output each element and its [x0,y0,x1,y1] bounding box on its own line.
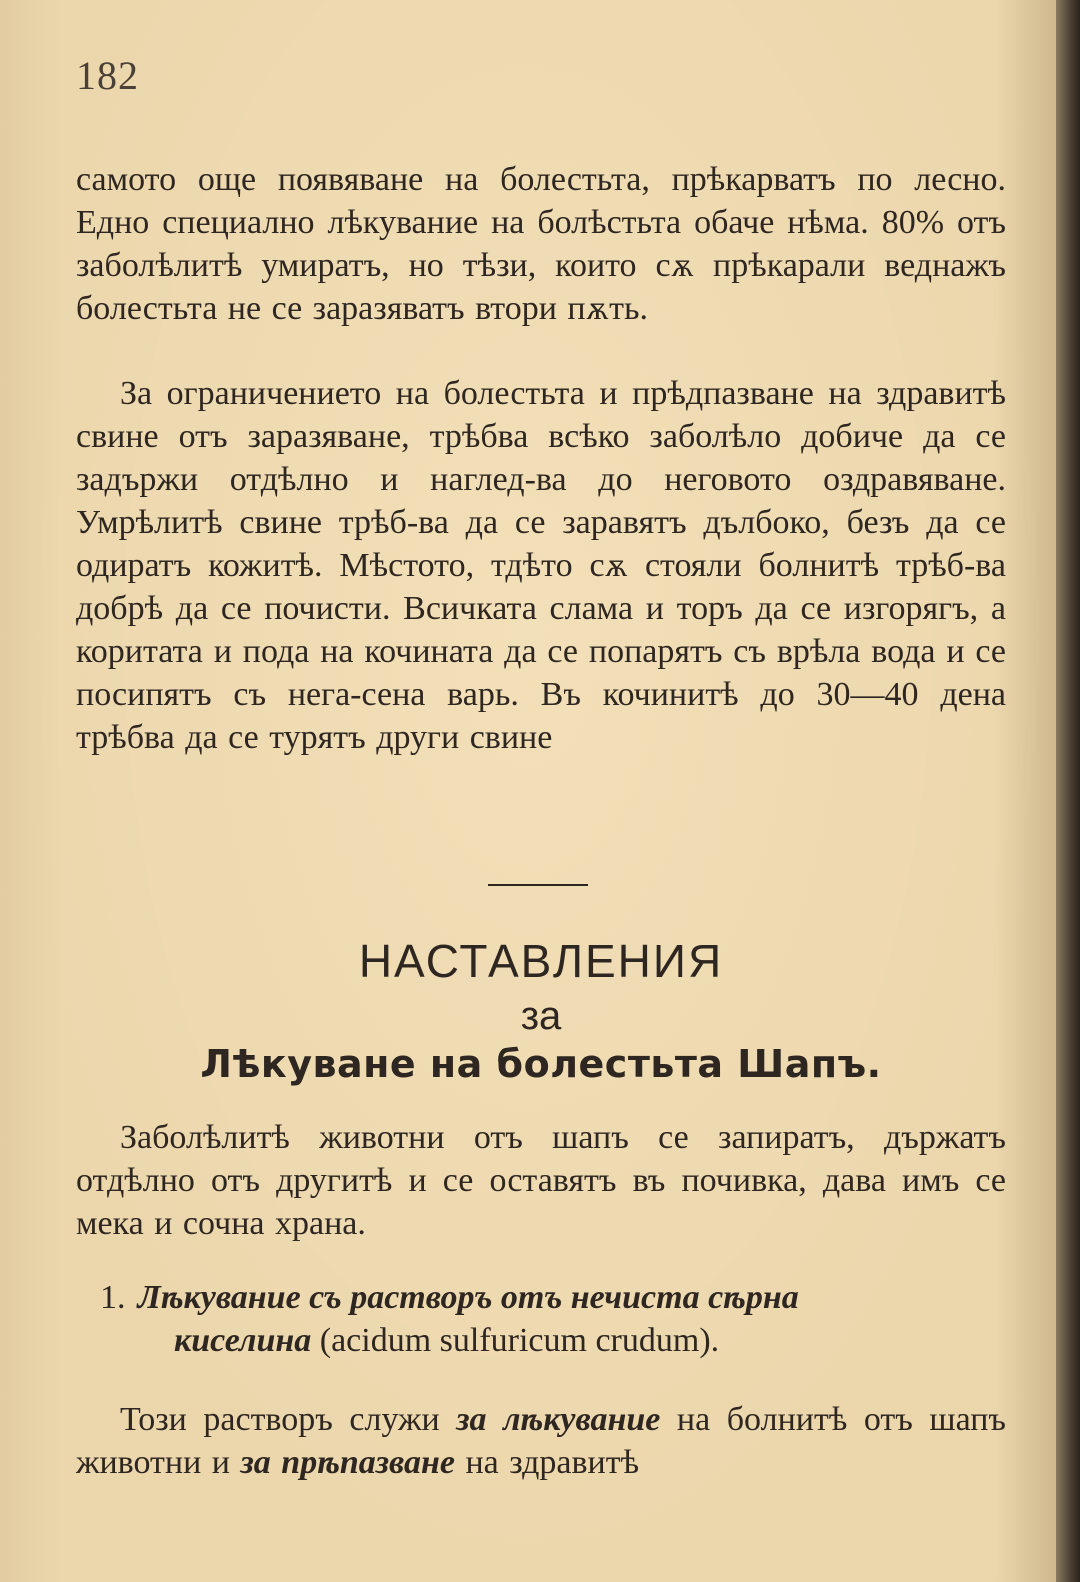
section-subheading: за [520,994,562,1038]
page-number: 182 [76,53,139,98]
text-run: на болнитѣ отъ шапъ животни и [76,1401,1006,1481]
list-item-latin: (acidum sulfuricum crudum). [319,1322,720,1359]
paragraph-intro: Заболѣлитѣ животни отъ шапъ се запиратъ, държатъ отдѣлно отъ другитѣ и се оставятъ въ почивка, дава имъ се мека и сочна храна. [76,1119,1006,1242]
page-edge-shadow [1056,0,1080,1582]
list-item-line-1 [100,1276,980,1319]
section-heading: НАСТАВЛЕНИЯ [358,935,724,987]
text-run: на здравитѣ [454,1444,640,1481]
list-item-1 [100,1276,980,1362]
paragraph-continuation: самото още появяване на болестьта, прѣкарватъ по лесно. Едно специално лѣкувание на болѣстьта обаче нѣма. 80% отъ заболѣлитѣ умиратъ, но тѣзи, които сѫ прѣкарали веднажъ болестьта не се заразяватъ втори пѫть. [76,161,1006,327]
text-run: Този растворъ служи [120,1401,457,1438]
text-emphasis: за лѣкувание [456,1401,661,1438]
text-emphasis: за прѣпазване [240,1444,455,1481]
paragraph-containment: За ограничението на болестьта и прѣдпазване на здравитѣ свине отъ заразяване, трѣбва всѣко заболѣло добиче да се задържи отдѣлно и наглед-ва до неговото оздравяване. Умрѣлитѣ свине трѣб-ва да се заравятъ дълбоко, безъ да се одиратъ кожитѣ. Мѣстото, тдѣто сѫ стояли болнитѣ трѣб-ва добрѣ да се почисти. Всичката слама и торъ да се изгорягъ, а коритата и пода на кочината да се попарятъ съ врѣла вода и се посипятъ съ нега-сена варь. Въ кочинитѣ до 30—40 дена трѣбва да се турятъ други свине [76,375,1006,756]
list-item-number: 1. [100,1279,126,1316]
paragraph-solution [76,1398,1006,1484]
section-title: Лѣкуване на болестьта Шапъ. [200,1042,882,1086]
list-item-title: Лѣкувание съ растворъ отъ нечиста сѣрна [137,1279,799,1316]
section-divider [488,884,588,886]
list-item-line-2 [100,1319,980,1362]
list-item-title-cont: киселина [174,1322,312,1359]
